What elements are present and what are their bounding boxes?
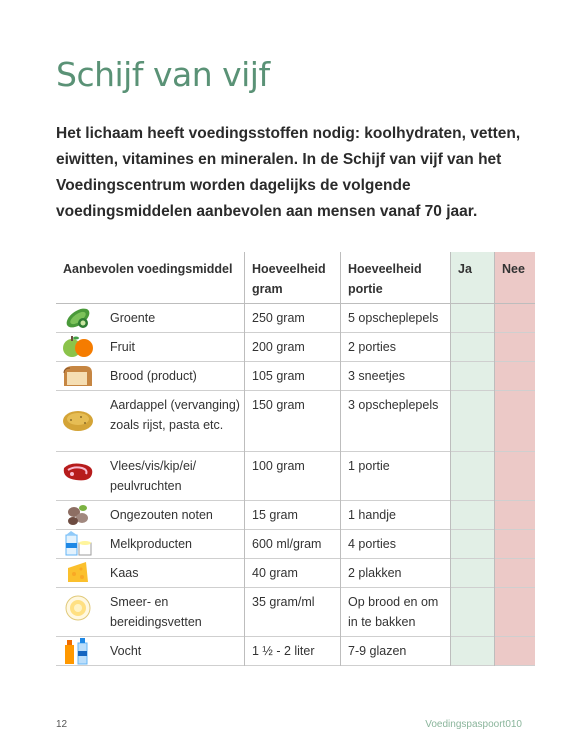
table-row bbox=[56, 559, 535, 588]
bread-icon bbox=[56, 362, 100, 390]
item-portie: 3 opscheplepels bbox=[341, 391, 451, 452]
item-name: Aardappel (vervanging) zoals rijst, pasta etc. bbox=[110, 398, 240, 432]
recommendation-table bbox=[56, 252, 535, 666]
nee-cell[interactable] bbox=[495, 637, 536, 666]
item-portie: 1 handje bbox=[341, 501, 451, 530]
nee-cell[interactable] bbox=[495, 452, 536, 501]
table-row bbox=[56, 391, 535, 452]
item-gram: 35 gram/ml bbox=[245, 588, 341, 637]
item-gram: 250 gram bbox=[245, 304, 341, 333]
item-gram: 105 gram bbox=[245, 362, 341, 391]
nee-cell[interactable] bbox=[495, 501, 536, 530]
item-name: Fruit bbox=[110, 340, 135, 354]
item-portie: 3 sneetjes bbox=[341, 362, 451, 391]
potato-icon bbox=[56, 391, 100, 451]
item-name: Smeer- en bereidingsvetten bbox=[110, 595, 202, 629]
header-portie: Hoeveelheid portie bbox=[341, 252, 451, 304]
page-number: 12 bbox=[56, 719, 68, 730]
item-name: Vlees/vis/kip/ei/ peulvruchten bbox=[110, 459, 197, 493]
table-row bbox=[56, 637, 535, 666]
nee-cell[interactable] bbox=[495, 588, 536, 637]
item-name: Groente bbox=[110, 311, 156, 325]
ja-cell[interactable] bbox=[451, 333, 495, 362]
item-portie: 2 porties bbox=[341, 333, 451, 362]
ja-cell[interactable] bbox=[451, 452, 495, 501]
ja-cell[interactable] bbox=[451, 530, 495, 559]
ja-cell[interactable] bbox=[451, 637, 495, 666]
table-row bbox=[56, 501, 535, 530]
ja-cell[interactable] bbox=[451, 362, 495, 391]
item-portie: 4 porties bbox=[341, 530, 451, 559]
drinks-icon bbox=[56, 637, 100, 665]
item-portie: Op brood en om in te bakken bbox=[341, 588, 451, 637]
nee-cell[interactable] bbox=[495, 362, 536, 391]
item-name: Brood (product) bbox=[110, 369, 197, 383]
footer-brand: Voedingspaspoort010 bbox=[425, 719, 522, 730]
ja-cell[interactable] bbox=[451, 559, 495, 588]
table-row bbox=[56, 530, 535, 559]
header-gram: Hoeveelheid gram bbox=[245, 252, 341, 304]
nee-cell[interactable] bbox=[495, 333, 536, 362]
nee-cell[interactable] bbox=[495, 304, 536, 333]
item-portie: 2 plakken bbox=[341, 559, 451, 588]
header-nee: Nee bbox=[495, 252, 536, 304]
ja-cell[interactable] bbox=[451, 588, 495, 637]
page-title: Schijf van vijf bbox=[56, 55, 270, 94]
header-item: Aanbevolen voedingsmiddel bbox=[56, 252, 245, 304]
table-header-row bbox=[56, 252, 535, 304]
meat-icon bbox=[56, 452, 100, 492]
nee-cell[interactable] bbox=[495, 559, 536, 588]
nuts-icon bbox=[56, 501, 100, 529]
item-portie: 7-9 glazen bbox=[341, 637, 451, 666]
fruit-icon bbox=[56, 333, 100, 361]
table-row bbox=[56, 362, 535, 391]
table-row bbox=[56, 304, 535, 333]
table-row bbox=[56, 588, 535, 637]
ja-cell[interactable] bbox=[451, 391, 495, 452]
dairy-icon bbox=[56, 530, 100, 558]
butter-icon bbox=[56, 588, 100, 628]
item-name: Vocht bbox=[110, 644, 142, 658]
item-gram: 200 gram bbox=[245, 333, 341, 362]
item-gram: 40 gram bbox=[245, 559, 341, 588]
item-portie: 5 opscheplepels bbox=[341, 304, 451, 333]
table-row bbox=[56, 333, 535, 362]
cheese-icon bbox=[56, 559, 100, 587]
vegetables-icon bbox=[56, 304, 100, 332]
nee-cell[interactable] bbox=[495, 391, 536, 452]
ja-cell[interactable] bbox=[451, 501, 495, 530]
ja-cell[interactable] bbox=[451, 304, 495, 333]
item-gram: 100 gram bbox=[245, 452, 341, 501]
item-name: Melkproducten bbox=[110, 537, 192, 551]
nee-cell[interactable] bbox=[495, 530, 536, 559]
item-portie: 1 portie bbox=[341, 452, 451, 501]
item-gram: 600 ml/gram bbox=[245, 530, 341, 559]
item-name: Kaas bbox=[110, 566, 139, 580]
item-gram: 1 ½ - 2 liter bbox=[245, 637, 341, 666]
item-gram: 15 gram bbox=[245, 501, 341, 530]
table-row bbox=[56, 452, 535, 501]
header-ja: Ja bbox=[451, 252, 495, 304]
item-name: Ongezouten noten bbox=[110, 508, 213, 522]
intro-paragraph: Het lichaam heeft voedingsstoffen nodig: koolhydraten, vetten, eiwitten, vitamines en mineralen. In de Schijf van vijf van het Voedingscentrum worden dagelijks de volgende voedingsmiddelen aanbevolen aan mensen vanaf 70 jaar. bbox=[56, 125, 521, 220]
item-gram: 150 gram bbox=[245, 391, 341, 452]
